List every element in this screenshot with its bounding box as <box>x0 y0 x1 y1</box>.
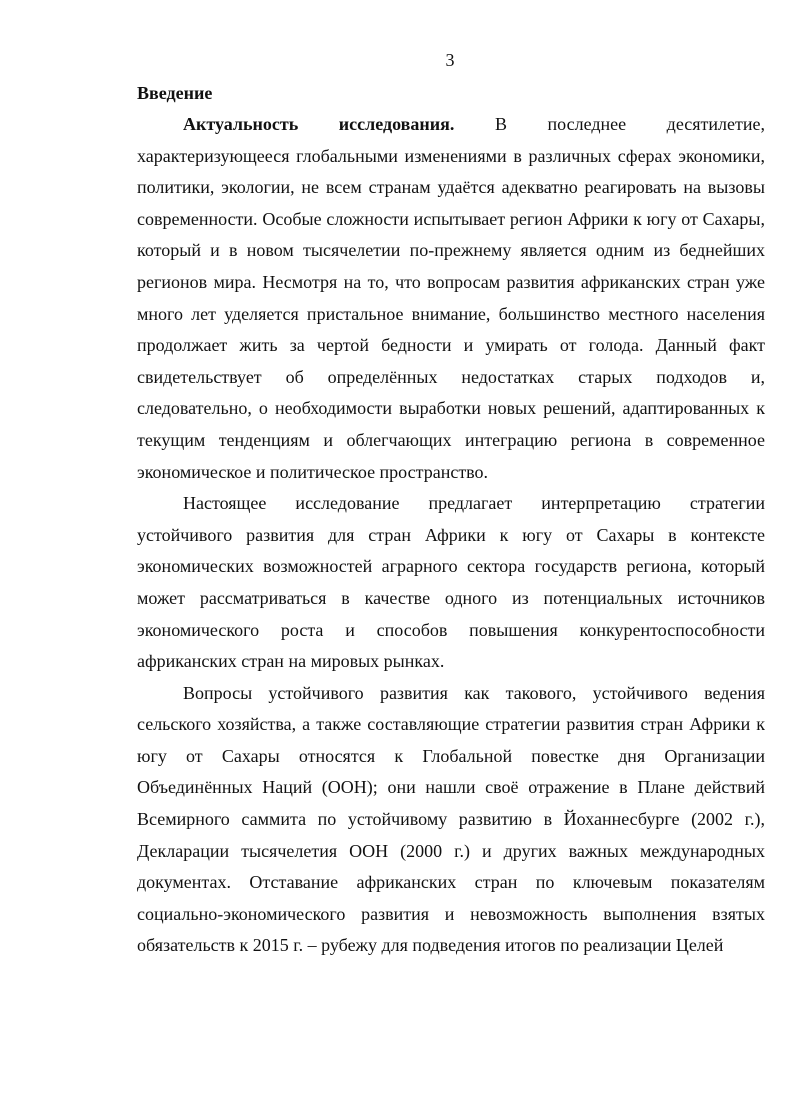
paragraph-relevance <box>137 109 765 488</box>
paragraph-lead: Актуальность исследования. <box>183 114 455 134</box>
document-body <box>137 78 765 962</box>
paragraph-study: Настоящее исследование предлагает интерпретацию стратегии устойчивого развития для стран Африки к югу от Сахары в контексте экономических возможностей аграрного сектора государств региона, который может рассматриваться в качестве одного из потенциальных источников экономического роста и способов повышения конкурентоспособности африканских стран на мировых рынках. <box>137 493 765 672</box>
section-heading: Введение <box>137 83 213 103</box>
paragraph-relevance-text: В последнее десятилетие, характеризующееся глобальными изменениями в различных сферах экономики, политики, экологии, не всем странам удаётся адекватно реагировать на вызовы современности. Особые сложности испытывает регион Африки к югу от Сахары, который и в новом тысячелетии по-прежнему является одним из беднейших регионов мира. Несмотря на то, что вопросам развития африканских стран уже много лет уделяется пристальное внимание, большинство местного населения продолжает жить за чертой бедности и умирать от голода. Данный факт свидетельствует об определённых недостатках старых подходов и, следовательно, о необходимости выработки новых решений, адаптированных к текущим тенденциям и облегчающих интеграцию региона в современное экономическое и политическое пространство. <box>137 114 766 482</box>
paragraph-un-agenda: Вопросы устойчивого развития как такового, устойчивого ведения сельского хозяйства, а также составляющие стратегии развития стран Африки к югу от Сахары относятся к Глобальной повестке дня Организации Объединённых Наций (ООН); они нашли своё отражение в Плане действий Всемирного саммита по устойчивому развитию в Йоханнесбурге (2002 г.), Декларации тысячелетия ООН (2000 г.) и других важных международных документах. Отставание африканских стран по ключевым показателям социально-экономического развития и невозможность выполнения взятых обязательств к 2015 г. – рубежу для подведения итогов по реализации Целей <box>137 682 765 956</box>
page-number: 3 <box>445 50 455 70</box>
